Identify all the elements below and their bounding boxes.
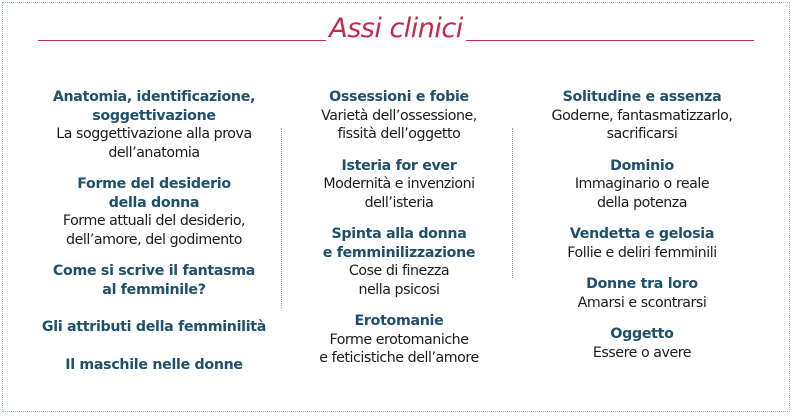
topic-entry: [528, 157, 756, 213]
topic-description: Forme attuali del desiderio, dell’amore, del godimento: [62, 213, 246, 248]
topic-entry: [293, 88, 505, 144]
topic-description: Cose di finezza nella psicosi: [348, 263, 450, 298]
topic-heading: Dominio: [610, 157, 674, 174]
topic-description: Follie e deliri femminili: [567, 244, 717, 261]
topic-heading: Spinta alla donna e femminilizzazione: [322, 226, 476, 261]
topic-entry: [30, 318, 278, 337]
topic-description: Goderne, fantasmatizzarlo, sacrificarsi: [551, 107, 733, 142]
topic-description: Essere o avere: [592, 344, 692, 361]
topic-heading: Come si scrive il fantasma al femminile?: [52, 263, 256, 298]
topic-description: Immaginario o reale della potenza: [574, 176, 710, 211]
topic-heading: Ossessioni e fobie: [329, 89, 469, 105]
topic-heading: Il maschile nelle donne: [65, 356, 243, 373]
topic-entry: [30, 262, 278, 299]
topic-heading: Anatomia, identificazione, soggettivazione: [52, 89, 256, 124]
column-divider-left: [281, 128, 282, 308]
topic-entry: [293, 225, 505, 299]
topic-heading: Donne tra loro: [586, 276, 698, 292]
topic-description: Varietà dell’ossessione, fissità dell’oggetto: [321, 107, 477, 142]
topic-entry: [528, 275, 756, 312]
topic-entry: [528, 88, 756, 144]
topic-heading: Vendetta e gelosia: [569, 226, 715, 242]
topic-entry: [293, 157, 505, 213]
page-title: Assi clinici: [329, 13, 463, 44]
column-divider-right: [512, 128, 513, 278]
topic-entry: [30, 175, 278, 249]
title-row: [38, 12, 754, 48]
topic-heading: Oggetto: [610, 326, 674, 342]
title-rule-left: [38, 40, 326, 41]
topic-description: Modernità e invenzioni dell’isteria: [323, 176, 475, 211]
topic-heading: Gli attributi della femminilità: [41, 319, 267, 335]
topic-heading: Solitudine e assenza: [562, 89, 722, 105]
topic-entry: [30, 88, 278, 162]
topic-entry: [293, 312, 505, 368]
topic-description: La soggettivazione alla prova dell’anatomia: [56, 126, 252, 161]
column-3: [528, 88, 756, 375]
column-2: [293, 88, 505, 381]
topic-description: Forme erotomaniche e feticistiche dell’amore: [319, 331, 479, 366]
title-rule-right: [466, 40, 754, 41]
topic-heading: Forme del desiderio della donna: [77, 176, 231, 211]
topic-heading: Erotomanie: [354, 313, 444, 329]
topic-heading: Isteria for ever: [341, 157, 457, 174]
topic-entry: [30, 356, 278, 375]
topic-description: Amarsi e scontrarsi: [577, 294, 707, 311]
topic-entry: [528, 325, 756, 362]
column-1: [30, 88, 278, 387]
topic-entry: [528, 225, 756, 262]
